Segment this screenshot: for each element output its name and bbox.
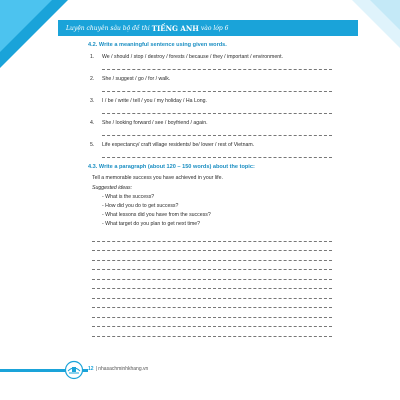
page-content (88, 42, 332, 337)
item-number: 3. (90, 97, 95, 104)
corner-decoration-right-inner (370, 0, 400, 30)
writing-line (92, 251, 332, 261)
item-text: Life expectancy/ craft village residents/ be/ lower / rest of Vietnam. (102, 141, 255, 148)
item-text: She / looking forward / see / boyfriend / again. (102, 119, 208, 126)
section-4-3-title: 4.3. Write a paragraph (about 120 – 150 words) about the topic: (88, 163, 255, 170)
writing-line (92, 299, 332, 309)
footer-text (88, 366, 148, 372)
suggested-idea: - What lessons did you have from the success? (102, 212, 211, 219)
suggested-ideas-label: Suggested ideas: (92, 185, 133, 192)
page-header (58, 20, 358, 36)
publisher-logo-icon (64, 360, 84, 380)
item-text: We / should / stop / destroy / forests / because / they / important / environment. (102, 53, 283, 60)
footer-site: | nhasachminhkhang.vn (95, 366, 149, 372)
answer-line (102, 85, 332, 92)
page-number: 12 (88, 366, 94, 372)
exercise-item (88, 76, 332, 83)
exercise-item (88, 120, 332, 127)
answer-line (102, 63, 332, 70)
writing-line (92, 232, 332, 242)
header-prefix: Luyện chuyên sâu bộ đề thi (66, 24, 150, 32)
writing-line (92, 270, 332, 280)
writing-line (92, 280, 332, 290)
item-number: 5. (90, 141, 95, 148)
item-number: 2. (90, 75, 95, 82)
exercise-item (88, 142, 332, 149)
answer-line (102, 107, 332, 114)
item-text: She / suggest / go / for / walk. (102, 75, 171, 82)
item-number: 1. (90, 53, 95, 60)
writing-line (92, 318, 332, 328)
exercise-item (88, 54, 332, 61)
header-suffix: vào lớp 6 (200, 24, 229, 32)
exercise-item (88, 98, 332, 105)
suggested-idea: - What is the success? (102, 194, 155, 201)
answer-line (102, 151, 332, 158)
item-text: I / be / write / tell / you / my holiday / Ha Long. (102, 97, 207, 104)
answer-line (102, 129, 332, 136)
header-subject: TIẾNG ANH (151, 23, 199, 33)
suggested-idea: - How did you do to get success? (102, 203, 179, 210)
writing-line (92, 242, 332, 252)
suggested-idea: - What target do you plan to get next time? (102, 221, 201, 228)
item-number: 4. (90, 119, 95, 126)
writing-line (92, 289, 332, 299)
page-footer (0, 356, 400, 382)
paragraph-topic: Tell a memorable success you have achieved in your life. (92, 175, 223, 182)
writing-line (92, 327, 332, 337)
section-4-2-title: 4.2. Write a meaningful sentence using given words. (88, 42, 227, 48)
corner-decoration-left-inner (0, 0, 52, 52)
writing-line (92, 261, 332, 271)
writing-line (92, 308, 332, 318)
